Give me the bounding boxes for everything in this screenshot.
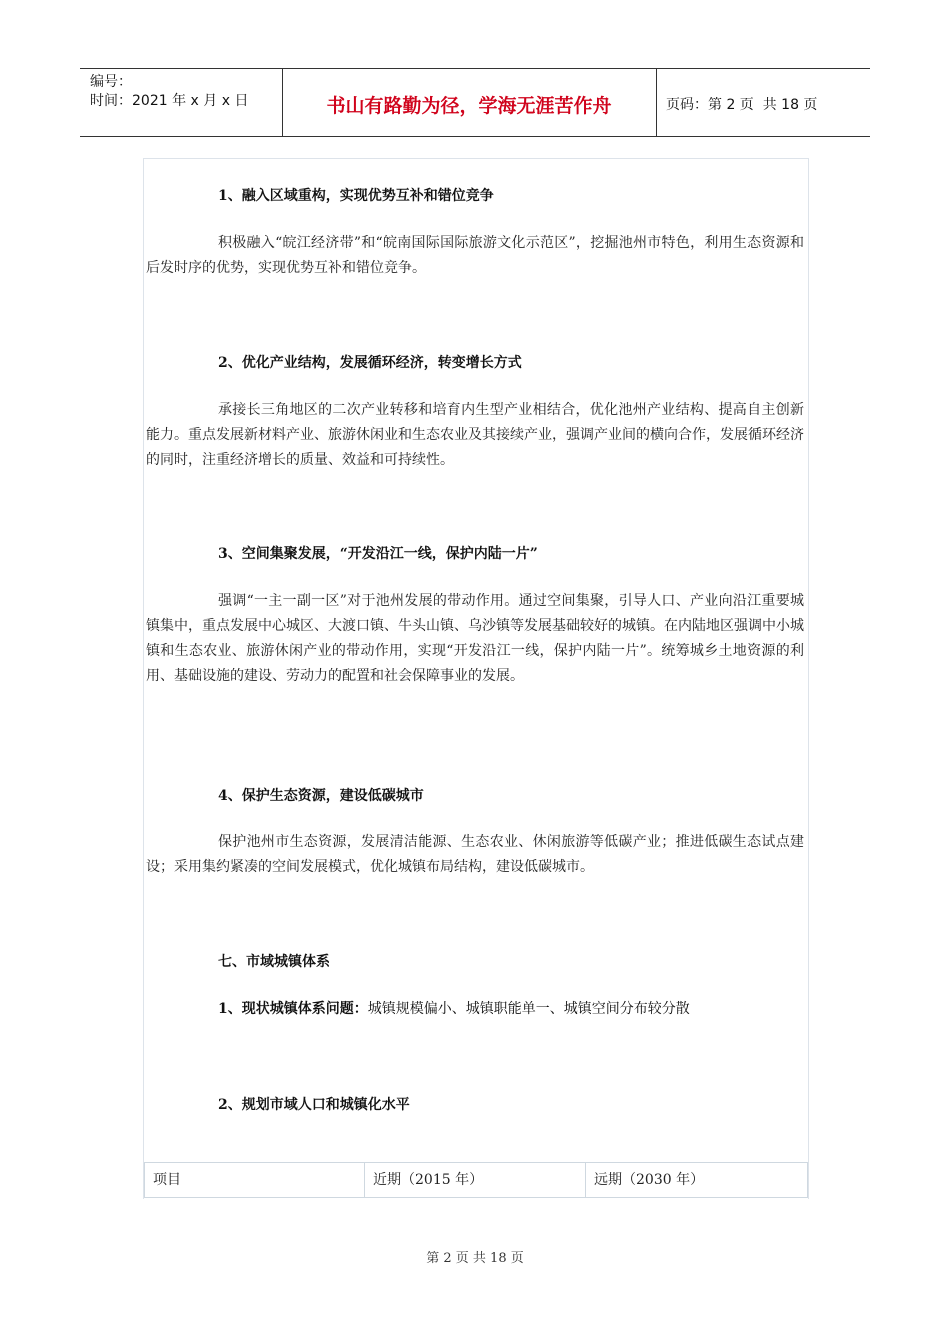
population-table — [144, 1162, 808, 1198]
section-heading: 2、优化产业结构，发展循环经济，转变增长方式 — [218, 355, 522, 371]
table-header-cell: 远期（2030 年） — [594, 1172, 705, 1188]
header-divider — [656, 69, 657, 136]
header-motto: 书山有路勤为径，学海无涯苦作舟 — [326, 95, 612, 117]
section-heading: 4、保护生态资源，建设低碳城市 — [218, 788, 424, 804]
page-header — [80, 68, 870, 137]
item-label: 1、现状城镇体系问题： — [218, 1001, 368, 1017]
header-meta — [90, 73, 248, 111]
section-paragraph: 承接长三角地区的二次产业转移和培育内生型产业相结合，优化池州产业结构、提高自主创新能力。重点发展新材料产业、旅游休闲业和生态农业及其接续产业，强调产业间的横向合作，发展循环经济的同时，注重经济增长的质量、效益和可持续性。 — [146, 402, 804, 468]
section-paragraph: 保护池州市生态资源，发展清洁能源、生态农业、休闲旅游等低碳产业；推进低碳生态试点建设；采用集约紧凑的空间发展模式，优化城镇布局结构，建设低碳城市。 — [146, 834, 804, 875]
date-label: 时间：2021 年 x 月 x 日 — [90, 93, 249, 109]
section-paragraph: 强调“一主一副一区”对于池州发展的带动作用。通过空间集聚，引导人口、产业向沿江重要城镇集中，重点发展中心城区、大渡口镇、牛头山镇、乌沙镇等发展基础较好的城镇。在内陆地区强调中小城镇和生态农业、旅游休闲产业的带动作用，实现“开发沿江一线，保护内陆一片”。统筹城乡土地资源的利用、基础设施的建设、劳动力的配置和社会保障事业的发展。 — [146, 593, 804, 684]
header-page-info: 页码：第 2 页 共 18 页 — [666, 97, 818, 113]
page-footer: 第 2 页 共 18 页 — [426, 1251, 524, 1266]
item-text: 城镇规模偏小、城镇职能单一、城镇空间分布较分散 — [367, 1001, 690, 1017]
chapter-item-1 — [218, 998, 690, 1018]
section-paragraph: 积极融入“皖江经济带”和“皖南国际国际旅游文化示范区”，挖掘池州市特色，利用生态资源和后发时序的优势，实现优势互补和错位竞争。 — [146, 235, 804, 276]
serial-label: 编号： — [90, 74, 132, 90]
chapter-title: 七、市域城镇体系 — [218, 954, 330, 970]
section-heading: 3、空间集聚发展，“开发沿江一线，保护内陆一片” — [218, 546, 538, 562]
chapter-item-2: 2、规划市域人口和城镇化水平 — [218, 1097, 410, 1113]
table-header-cell: 项目 — [145, 1163, 365, 1197]
section-heading: 1、融入区域重构，实现优势互补和错位竞争 — [218, 188, 494, 204]
table-header-cell: 近期（2015 年） — [365, 1163, 586, 1197]
